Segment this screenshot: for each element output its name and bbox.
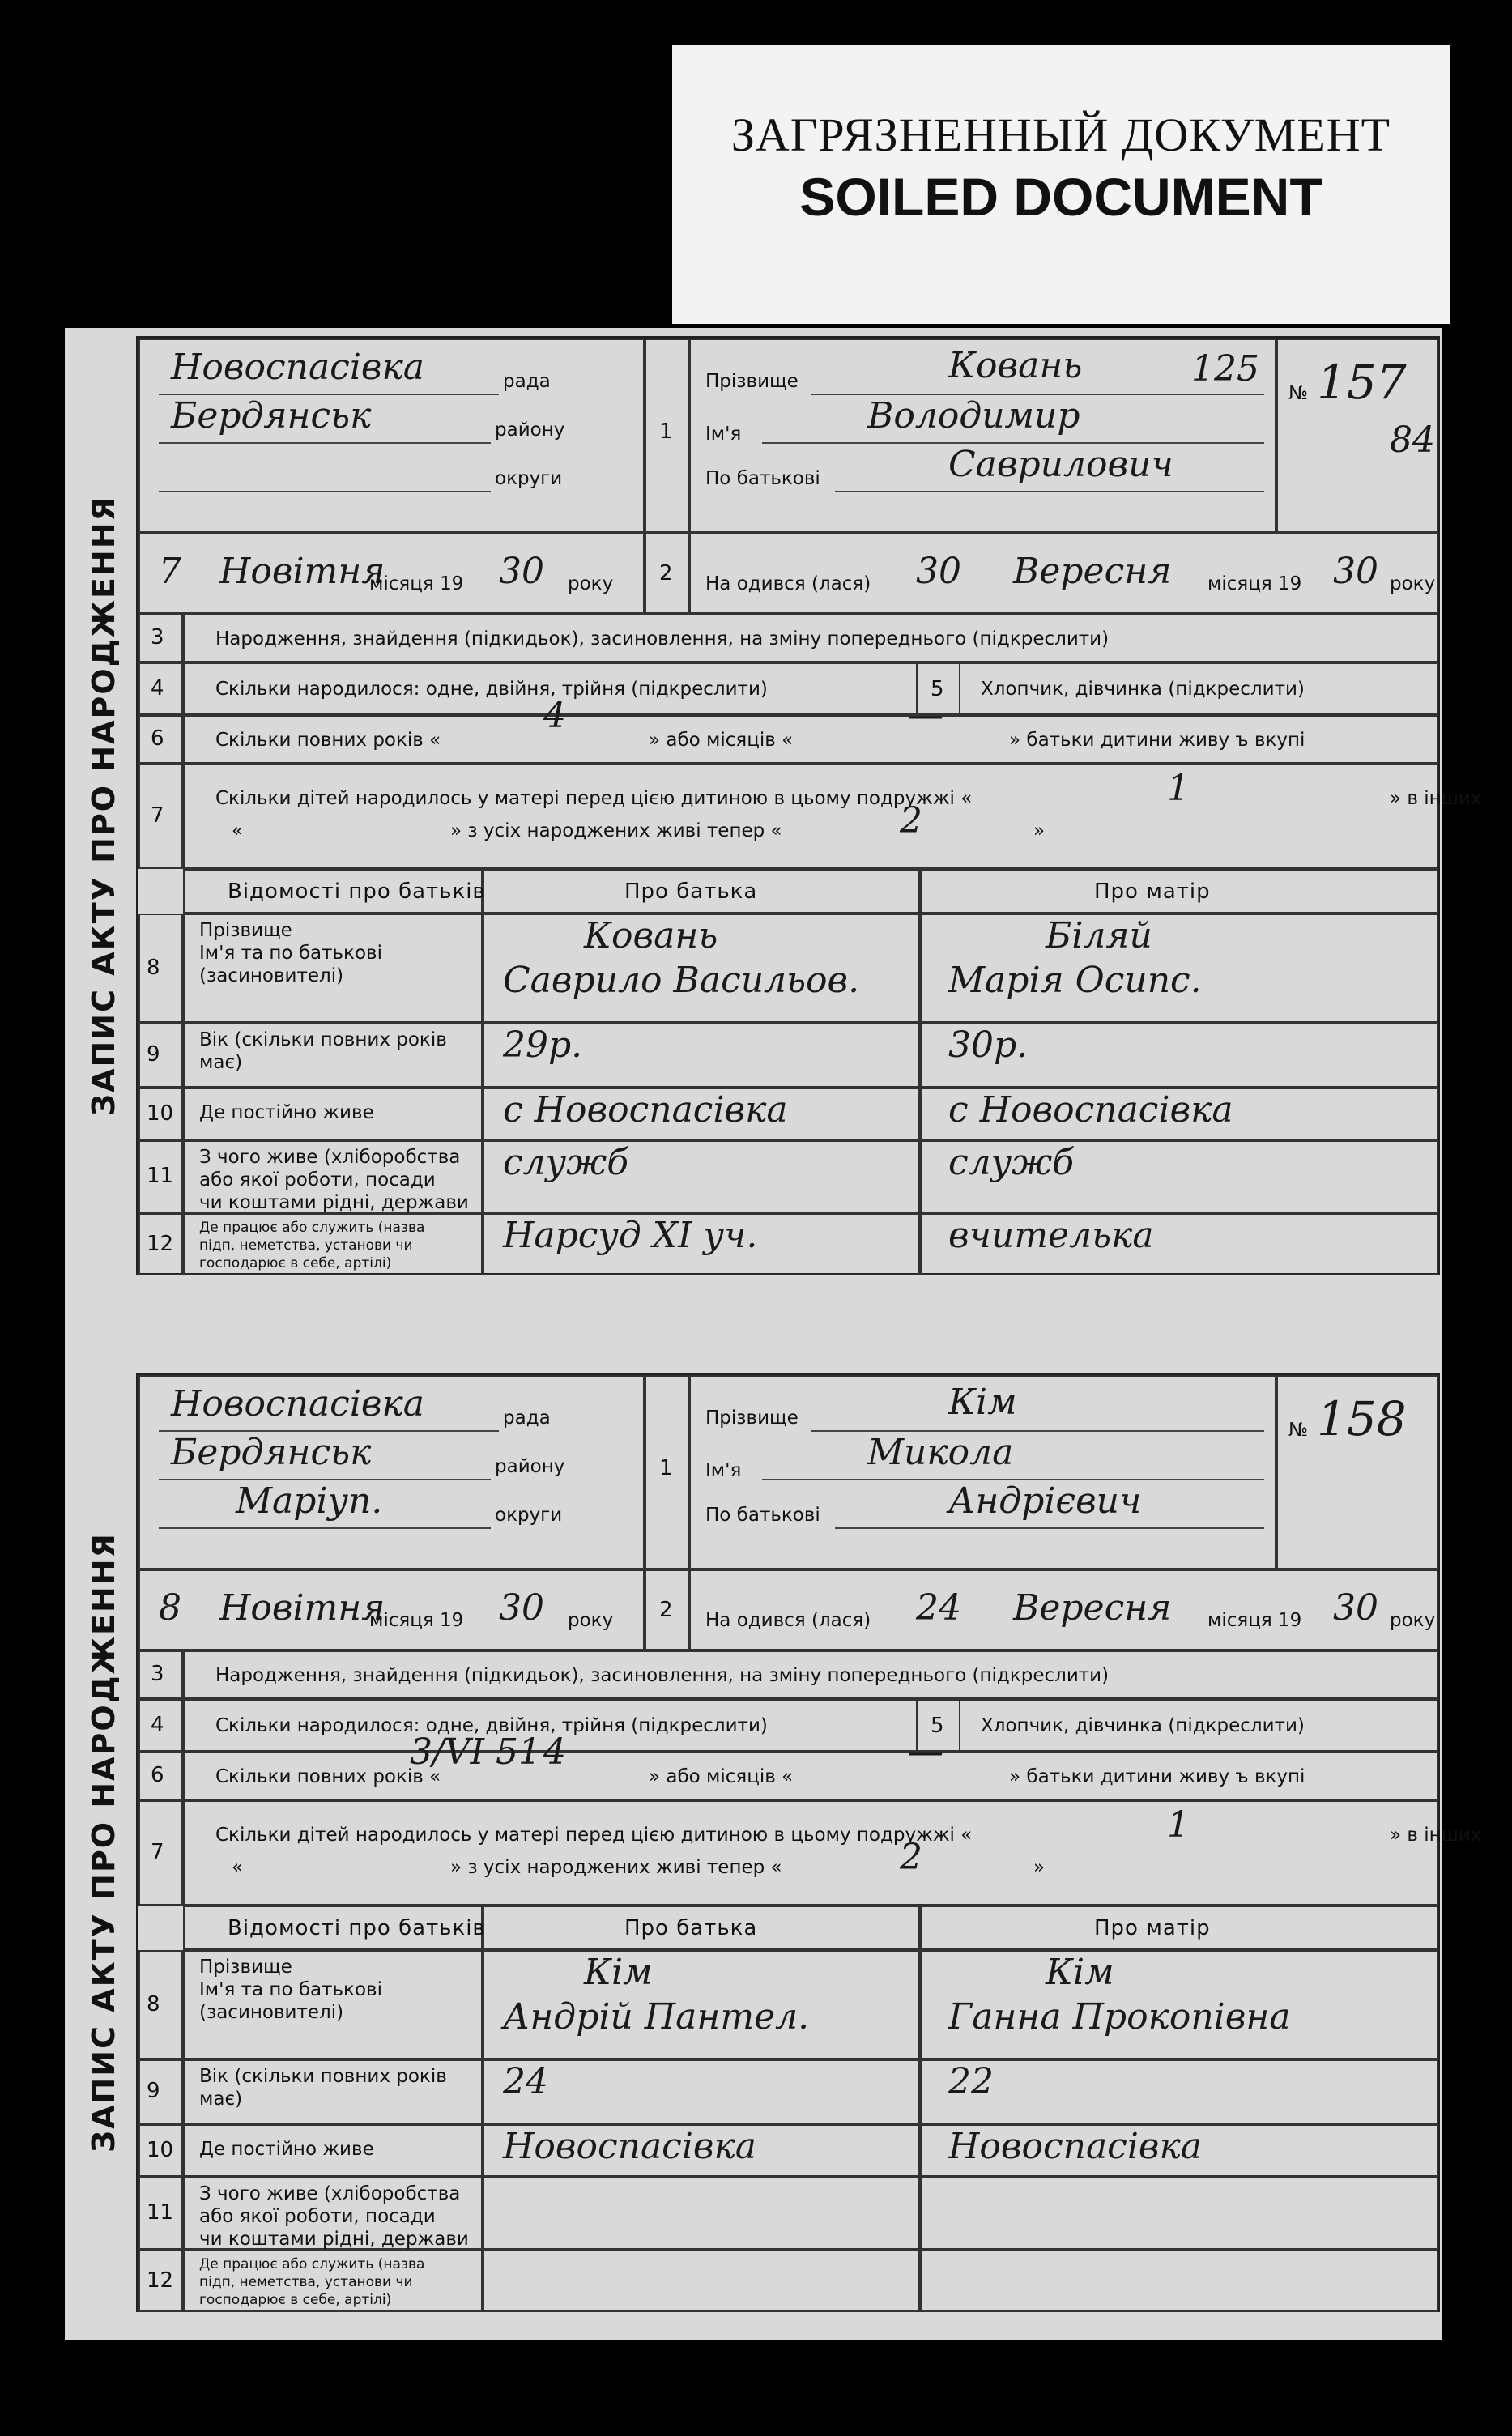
mother-value: Кім xyxy=(1046,1952,1114,1993)
row-label: » з усіх народжених живі тепер « xyxy=(450,820,782,841)
row-label: Скільки дітей народилось у матері перед цією дитиною в цьому подружжі « xyxy=(215,1825,973,1846)
parents-row-label: (засиновителі) xyxy=(199,965,344,986)
row-num-cell xyxy=(138,2059,183,2124)
row-number: 5 xyxy=(931,677,944,701)
birth-month-value: Вересня xyxy=(1013,1587,1172,1629)
row-number: 1 xyxy=(659,419,673,444)
parents-row-label: Де постійно живе xyxy=(199,1102,374,1123)
mother-value: Ганна Прокопівна xyxy=(948,1996,1291,2038)
father-value: Саврило Васильов. xyxy=(503,960,860,1001)
birth-record-form xyxy=(65,1373,1482,2312)
reg-month-value: Новітня xyxy=(219,1587,385,1629)
place-rada-value: Новоспасівка xyxy=(171,1383,425,1425)
row-num-cell xyxy=(138,914,183,1023)
years-together-value: 4 xyxy=(543,1731,566,1773)
reg-year-value: 30 xyxy=(499,551,544,592)
row-number: 6 xyxy=(151,726,164,751)
birth-year-value: 30 xyxy=(1333,551,1378,592)
father-value: 24 xyxy=(503,2061,548,2102)
rada-label: рада xyxy=(503,1408,551,1429)
row-number: 11 xyxy=(147,1164,174,1188)
parents-row-label: З чого живе (хліборобства xyxy=(199,1147,461,1168)
parents-row-label: Вік (скільки повних років xyxy=(199,1029,447,1050)
col-father-header: Про батька xyxy=(624,1916,758,1940)
stamp-value: 3/VI 51 xyxy=(410,1731,541,1773)
row-label: » або місяців « xyxy=(649,730,794,751)
father-cell xyxy=(483,2177,920,2250)
patronymic-line xyxy=(835,1527,1264,1529)
row-number: 8 xyxy=(147,955,160,980)
record-sheet xyxy=(65,328,1482,2340)
row-label: Скільки народилося: одне, двійня, трійня (підкреслити) xyxy=(215,679,768,700)
mother-value: служб xyxy=(948,1142,1075,1183)
banner-english: SOILED DOCUMENT xyxy=(799,167,1322,227)
birth-day-value: 24 xyxy=(916,1587,961,1629)
rada-label: рада xyxy=(503,371,551,392)
side-title xyxy=(71,1373,136,2312)
birth-day-value: 30 xyxy=(916,551,961,592)
row-label: Скільки повних років « xyxy=(215,1766,441,1787)
row-label: Скільки дітей народилось у матері перед цією дитиною в цьому подружжі « xyxy=(215,788,973,809)
row-number: 3 xyxy=(151,625,164,649)
row-number: 4 xyxy=(151,1712,164,1737)
surname-label: Прізвище xyxy=(705,1408,799,1429)
place-rada-value: Новоспасівка xyxy=(171,347,425,388)
row-label: » xyxy=(1033,820,1046,841)
parents-row-label: Прізвище xyxy=(199,1957,292,1978)
children-alive-value: 2 xyxy=(900,1837,922,1878)
row-number: 11 xyxy=(147,2200,174,2225)
form-grid xyxy=(136,336,1482,1275)
birth-record-form xyxy=(65,336,1482,1275)
children-alive-value: 2 xyxy=(900,800,922,841)
patronymic-value: Андрієвич xyxy=(948,1480,1142,1522)
parents-row-label: чи коштами рідні, держави xyxy=(199,2229,469,2250)
father-cell xyxy=(483,2059,920,2124)
row-num-cell xyxy=(138,1023,183,1088)
place-raion-value: Бердянськ xyxy=(171,395,372,437)
year-label: року xyxy=(568,573,614,594)
record-number-value: 158 xyxy=(1317,1391,1407,1446)
children-before-value: 1 xyxy=(1167,1804,1190,1846)
parents-row-label: господарює в себе, артілі) xyxy=(199,2292,392,2308)
row-label: » або місяців « xyxy=(649,1766,794,1787)
birth-month-label: місяця 19 xyxy=(1207,573,1302,594)
mother-value: Марія Осипс. xyxy=(948,960,1202,1001)
raion-line xyxy=(159,442,491,444)
row-label: » в інших xyxy=(1390,788,1482,809)
row-number: 8 xyxy=(147,1991,160,2017)
parents-row-label: має) xyxy=(199,1052,243,1073)
row-label: » батьки дитини живу ъ вкупі xyxy=(1009,730,1305,751)
mother-value: Біляй xyxy=(1046,915,1152,956)
birth-year-value: 30 xyxy=(1333,1587,1378,1629)
parents-row-label: має) xyxy=(199,2089,243,2110)
place-raion-value: Бердянськ xyxy=(171,1432,372,1473)
record-number-value: 157 xyxy=(1317,355,1407,410)
side-title xyxy=(71,336,136,1275)
father-value: Андрій Пантел. xyxy=(503,1996,810,2038)
surname-value: Ковань xyxy=(948,345,1083,386)
month-label: місяця 19 xyxy=(369,573,464,594)
record-subnumber-value: 84 xyxy=(1390,419,1435,461)
months-together-value: — xyxy=(908,695,943,736)
name-label: Ім'я xyxy=(705,424,742,445)
birth-month-value: Вересня xyxy=(1013,551,1172,592)
row-label: » батьки дитини живу ъ вкупі xyxy=(1009,1766,1305,1787)
parents-row-label: підп, неметства, установи чи xyxy=(199,2274,413,2290)
mother-cell xyxy=(920,2177,1438,2250)
father-value: 29р. xyxy=(503,1024,583,1066)
row-label: « xyxy=(232,820,244,841)
year-label: року xyxy=(568,1610,614,1631)
parents-row-label: або якої роботи, посади xyxy=(199,2206,436,2227)
row-body-cell xyxy=(183,1800,1438,1906)
row-label: » xyxy=(1033,1857,1046,1878)
row-label: » з усіх народжених живі тепер « xyxy=(450,1857,782,1878)
col-mother-header: Про матір xyxy=(1094,879,1211,904)
banner-russian: ЗАГРЯЗНЕННЫЙ ДОКУМЕНТ xyxy=(730,109,1391,161)
number-label: № xyxy=(1288,383,1308,404)
row-number: 9 xyxy=(147,1042,160,1067)
birth-year-label: року xyxy=(1390,1610,1436,1631)
reg-month-value: Новітня xyxy=(219,551,385,592)
father-value: с Новоспасівка xyxy=(503,1089,788,1131)
raion-label: району xyxy=(495,1456,565,1477)
row-number: 12 xyxy=(147,1231,174,1256)
father-value: Нарсуд XI уч. xyxy=(503,1215,758,1256)
row-number: 6 xyxy=(151,1763,164,1787)
name-value: Володимир xyxy=(867,395,1080,437)
name-label: Ім'я xyxy=(705,1460,742,1481)
row-label: « xyxy=(232,1857,244,1878)
parents-row-label: Прізвище xyxy=(199,920,292,941)
raion-label: району xyxy=(495,419,565,441)
reg-year-value: 30 xyxy=(499,1587,544,1629)
number-label: № xyxy=(1288,1420,1308,1441)
birth-month-label: місяця 19 xyxy=(1207,1610,1302,1631)
born-label: На одився (лася) xyxy=(705,573,871,594)
col-info-header: Відомості про батьків xyxy=(228,879,486,904)
row-body-cell xyxy=(183,764,1438,869)
row-num-cell xyxy=(138,1950,183,2059)
place-okrug-value: Маріуп. xyxy=(236,1480,383,1522)
side-title-text: ЗАПИС АКТУ ПРО НАРОДЖЕННЯ xyxy=(86,496,121,1116)
row-label: Скільки народилося: одне, двійня, трійня (підкреслити) xyxy=(215,1715,768,1736)
surname-value: Кім xyxy=(948,1382,1017,1423)
row5-label: Хлопчик, дівчинка (підкреслити) xyxy=(981,1715,1305,1736)
parents-row-label: Де працює або служить (назва xyxy=(199,2256,425,2272)
row-number: 9 xyxy=(147,2079,160,2103)
soiled-document-banner xyxy=(672,45,1450,324)
row-number: 12 xyxy=(147,2268,174,2293)
parents-row-label: З чого живе (хліборобства xyxy=(199,2183,461,2204)
row-number: 1 xyxy=(659,1456,673,1480)
mother-cell xyxy=(920,2059,1438,2124)
reg-day-value: 7 xyxy=(159,551,181,592)
mother-cell xyxy=(920,2250,1438,2312)
years-together-value: 4 xyxy=(543,695,566,736)
row-label: Скільки повних років « xyxy=(215,730,441,751)
okrug-line xyxy=(159,491,491,492)
row-number: 10 xyxy=(147,1101,174,1126)
col-mother-header: Про матір xyxy=(1094,1916,1211,1940)
okrug-label: округи xyxy=(495,1505,563,1526)
row-label: » в інших xyxy=(1390,1825,1482,1846)
patronymic-line xyxy=(835,491,1264,492)
mother-value: с Новоспасівка xyxy=(948,1089,1233,1131)
col-info-header: Відомості про батьків xyxy=(228,1916,486,1940)
father-value: Новоспасівка xyxy=(503,2126,757,2167)
parents-row-label: господарює в себе, артілі) xyxy=(199,1255,392,1271)
side-title-text: ЗАПИС АКТУ ПРО НАРОДЖЕННЯ xyxy=(86,1532,121,2153)
parents-row-label: підп, неметства, установи чи xyxy=(199,1237,413,1254)
side-no-value: 125 xyxy=(1191,348,1259,390)
parents-row-label: чи коштами рідні, держави xyxy=(199,1192,469,1213)
row5-label: Хлопчик, дівчинка (підкреслити) xyxy=(981,679,1305,700)
parents-row-label: Вік (скільки повних років xyxy=(199,2066,447,2087)
col-father-header: Про батька xyxy=(624,879,758,904)
form-grid xyxy=(136,1373,1482,2312)
father-value: служб xyxy=(503,1142,629,1183)
okrug-line xyxy=(159,1527,491,1529)
name-value: Микола xyxy=(867,1432,1014,1473)
children-before-value: 1 xyxy=(1167,768,1190,809)
row-number: 7 xyxy=(151,1840,164,1864)
mother-value: 22 xyxy=(948,2061,994,2102)
mother-value: 30р. xyxy=(948,1024,1029,1066)
father-value: Ковань xyxy=(584,915,718,956)
born-label: На одився (лася) xyxy=(705,1610,871,1631)
row-number: 10 xyxy=(147,2137,174,2162)
parents-row-label: або якої роботи, посади xyxy=(199,1169,436,1190)
row-label: Народження, знайдення (підкидьок), засиновлення, на зміну попереднього (підкреслити) xyxy=(215,628,1110,649)
row-label: Народження, знайдення (підкидьок), засиновлення, на зміну попереднього (підкреслити) xyxy=(215,1665,1110,1686)
parents-row-label: Де працює або служить (назва xyxy=(199,1220,425,1236)
row-number: 2 xyxy=(659,1598,673,1622)
mother-value: Новоспасівка xyxy=(948,2126,1203,2167)
mother-value: вчителька xyxy=(948,1215,1154,1256)
row-number: 2 xyxy=(659,561,673,586)
parents-row-label: Де постійно живе xyxy=(199,2139,374,2160)
reg-day-value: 8 xyxy=(159,1587,181,1629)
okrug-label: округи xyxy=(495,468,563,489)
birth-year-label: року xyxy=(1390,573,1436,594)
row-number: 5 xyxy=(931,1714,944,1738)
father-cell xyxy=(483,2250,920,2312)
months-together-value: — xyxy=(908,1731,943,1773)
father-value: Кім xyxy=(584,1952,653,1993)
parents-row-label: Ім'я та по батькові xyxy=(199,1979,382,2000)
row-number: 4 xyxy=(151,675,164,701)
surname-label: Прізвище xyxy=(705,371,799,392)
patronymic-label: По батькові xyxy=(705,1505,820,1526)
row-number: 7 xyxy=(151,803,164,828)
row-number: 3 xyxy=(151,1662,164,1686)
patronymic-label: По батькові xyxy=(705,468,820,489)
patronymic-value: Саврилович xyxy=(948,444,1173,485)
parents-row-label: (засиновителі) xyxy=(199,2002,344,2023)
parents-row-label: Ім'я та по батькові xyxy=(199,943,382,964)
month-label: місяця 19 xyxy=(369,1610,464,1631)
